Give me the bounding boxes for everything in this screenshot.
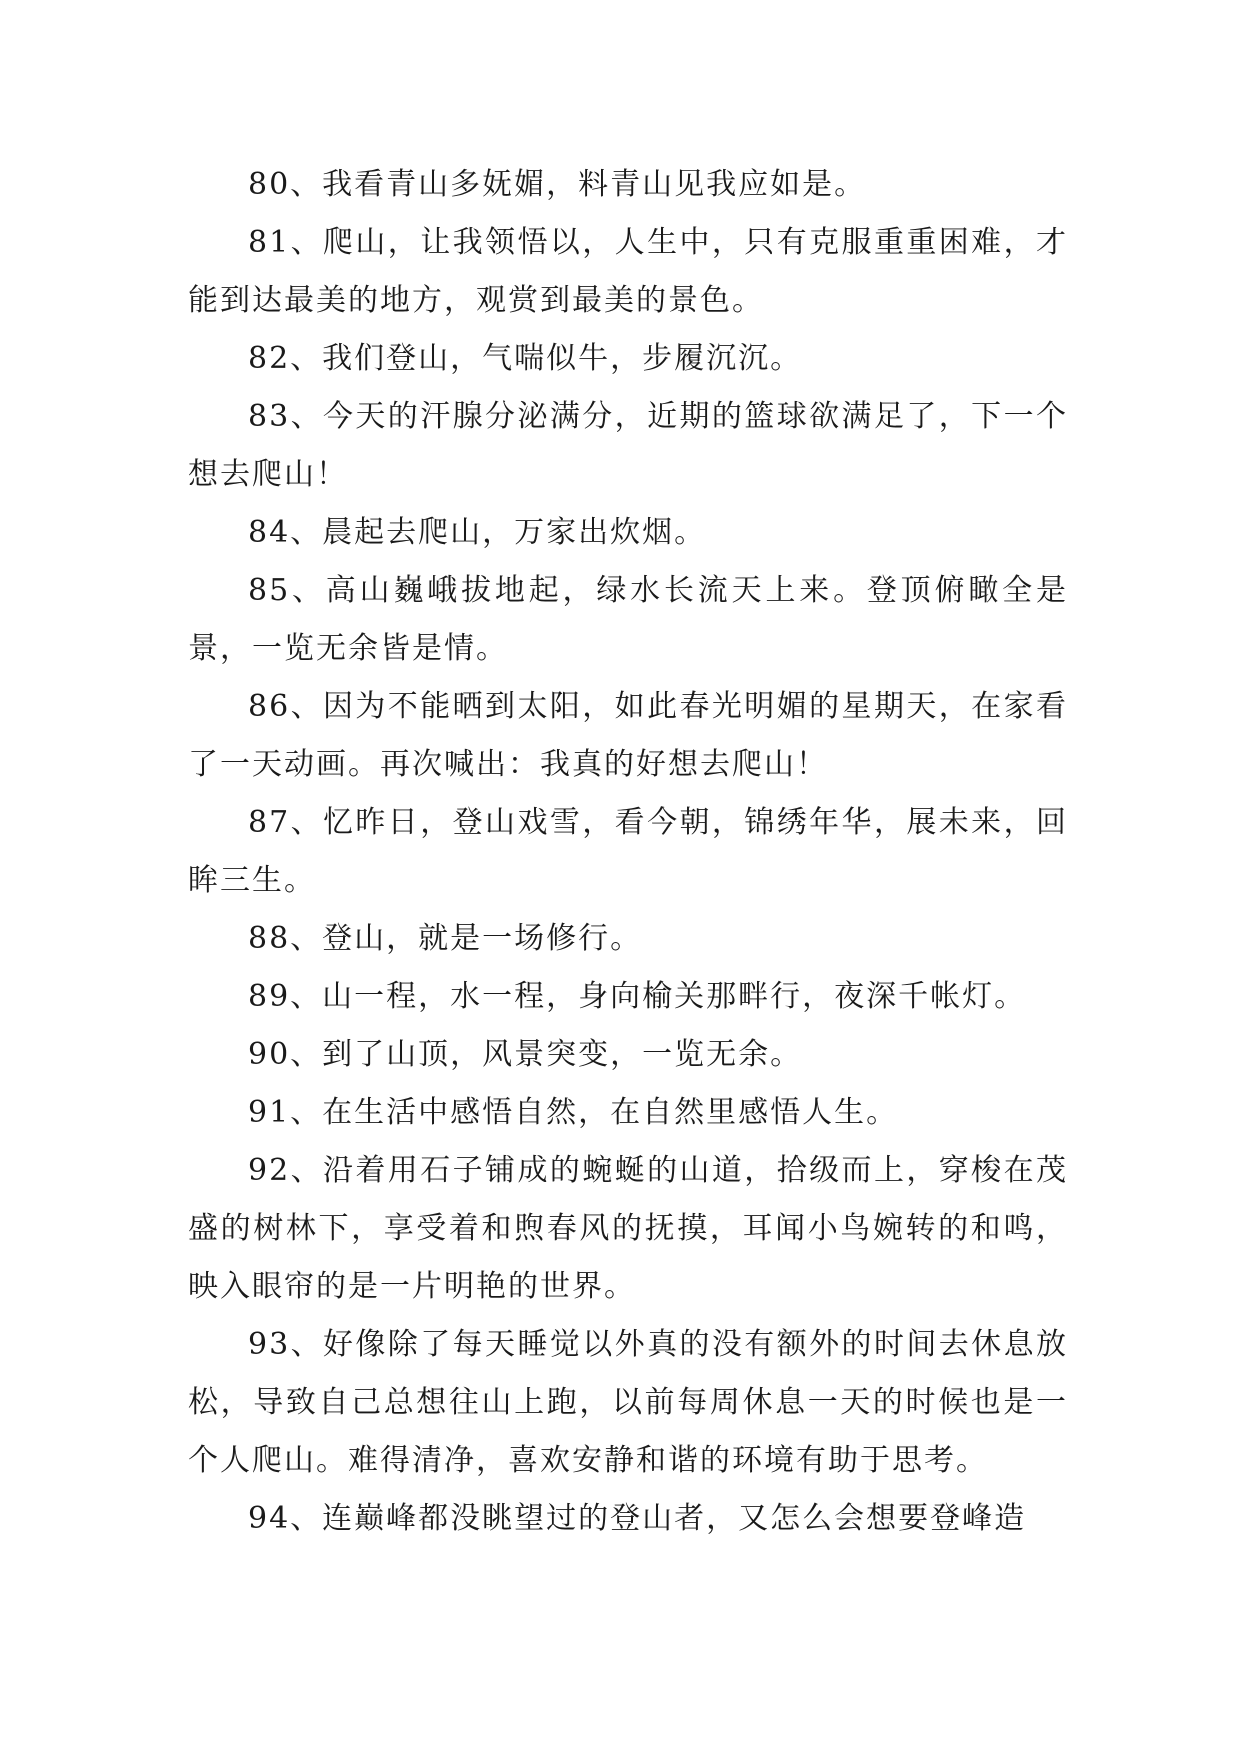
document-body [188,156,1068,1548]
paragraph-84: 84、晨起去爬山，万家出炊烟。 [248,515,707,550]
paragraph-88: 88、登山，就是一场修行。 [248,921,643,956]
paragraph-85: 85、高山巍峨拔地起，绿水长流天上来。登顶俯瞰全是景，一览无余皆是情。 [188,573,1068,666]
paragraph-93: 93、好像除了每天睡觉以外真的没有额外的时间去休息放松，导致自己总想往山上跑，以前每周休息一天的时候也是一个人爬山。难得清净，喜欢安静和谐的环境有助于思考。 [188,1327,1068,1478]
paragraph-80: 80、我看青山多妩媚，料青山见我应如是。 [248,167,867,202]
paragraph-92: 92、沿着用石子铺成的蜿蜒的山道，拾级而上，穿梭在茂盛的树林下，享受着和煦春风的抚摸，耳闻小鸟婉转的和鸣，映入眼帘的是一片明艳的世界。 [188,1153,1068,1304]
paragraph-94: 94、连巅峰都没眺望过的登山者，又怎么会想要登峰造 [248,1501,1027,1536]
paragraph-81: 81、爬山，让我领悟以，人生中，只有克服重重困难，才能到达最美的地方，观赏到最美的景色。 [188,225,1068,318]
paragraph-83: 83、今天的汗腺分泌满分，近期的篮球欲满足了，下一个想去爬山！ [188,399,1068,492]
paragraph-89: 89、山一程，水一程，身向榆关那畔行，夜深千帐灯。 [248,979,1027,1014]
paragraph-90: 90、到了山顶，风景突变，一览无余。 [248,1037,803,1072]
paragraph-91: 91、在生活中感悟自然，在自然里感悟人生。 [248,1095,899,1130]
paragraph-82: 82、我们登山，气喘似牛，步履沉沉。 [248,341,803,376]
paragraph-87: 87、忆昨日，登山戏雪，看今朝，锦绣年华，展未来，回眸三生。 [188,805,1068,898]
paragraph-86: 86、因为不能晒到太阳，如此春光明媚的星期天，在家看了一天动画。再次喊出：我真的好想去爬山！ [188,689,1068,782]
